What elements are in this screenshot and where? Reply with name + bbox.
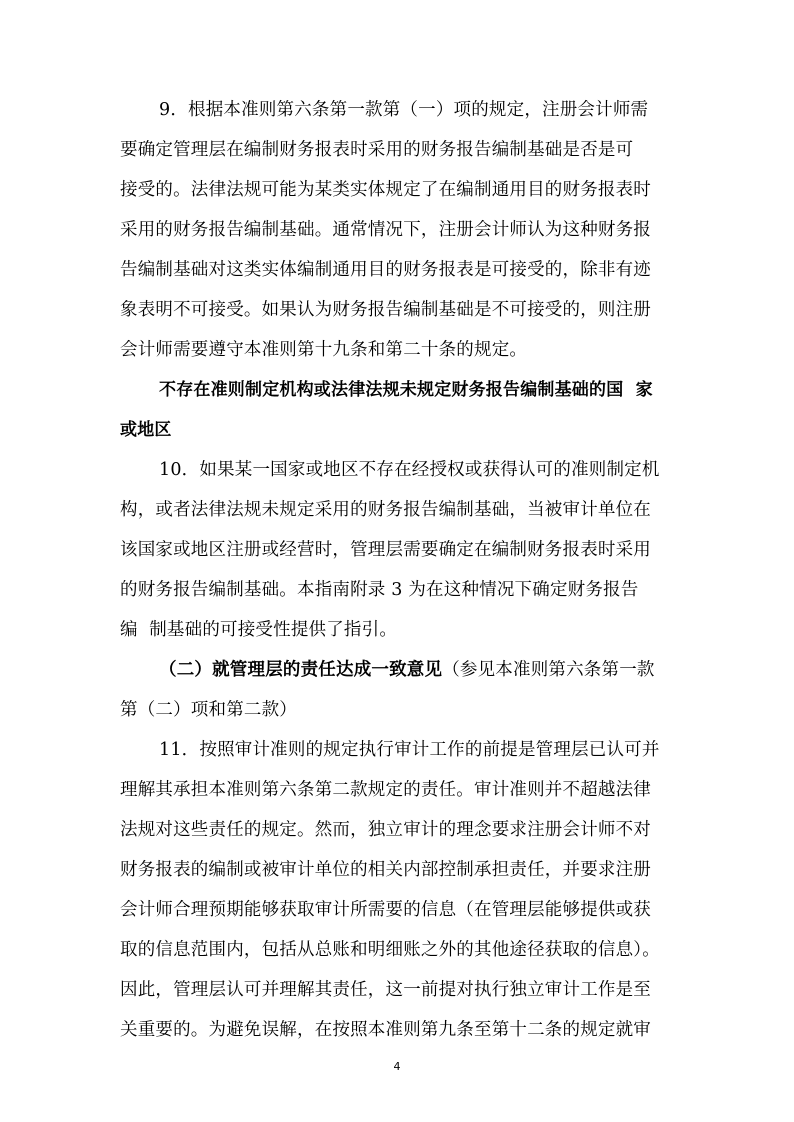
paragraph-11-line-1: 11．按照审计准则的规定执行审计工作的前提是管理层已认可并 <box>159 740 660 760</box>
paragraph-9-line-5: 告编制基础对这类实体编制通用目的财务报表是可接受的，除非有迹 <box>120 260 651 280</box>
section-heading-no-standard-setter-line-2: 或地区 <box>120 420 172 440</box>
section-heading-no-standard-setter-line-1: 不存在准则制定机构或法律法规未规定财务报告编制基础的国 家 <box>159 380 653 400</box>
paragraph-10-line-4: 的财务报告编制基础。本指南附录 3 为在这种情况下确定财务报告 <box>120 580 639 600</box>
paragraph-9-line-4: 采用的财务报告编制基础。通常情况下，注册会计师认为这种财务报 <box>120 220 651 240</box>
paragraph-10-line-3: 该国家或地区注册或经营时，管理层需要确定在编制财务报表时采用 <box>120 540 651 560</box>
paragraph-11-line-3: 法规对这些责任的规定。然而，独立审计的理念要求注册会计师不对 <box>120 820 651 840</box>
paragraph-10-line-2: 构，或者法律法规未规定采用的财务报告编制基础，当被审计单位在 <box>120 500 651 520</box>
paragraph-9-line-7: 会计师需要遵守本准则第十九条和第二十条的规定。 <box>120 340 528 360</box>
page-number: 4 <box>393 1060 401 1073</box>
paragraph-11-line-4: 财务报表的编制或被审计单位的相关内部控制承担责任，并要求注册 <box>120 860 651 880</box>
paragraph-9-line-6: 象表明不可接受。如果认为财务报告编制基础是不可接受的，则注册 <box>120 300 651 320</box>
paragraph-11-line-2: 理解其承担本准则第六条第二款规定的责任。审计准则并不超越法律 <box>120 780 651 800</box>
heading-2-normal-text: （参见本准则第六条第一款 <box>442 660 655 680</box>
paragraph-11-line-6: 取的信息范围内，包括从总账和明细账之外的其他途径获取的信息）。 <box>120 940 660 960</box>
paragraph-9-line-2: 要确定管理层在编制财务报表时采用的财务报告编制基础是否是可 <box>120 140 634 160</box>
paragraph-11-line-5: 会计师合理预期能够获取审计所需要的信息（在管理层能够提供或获 <box>120 900 651 920</box>
section-heading-management-responsibility <box>159 658 655 682</box>
paragraph-9-line-1: 9．根据本准则第六条第一款第（一）项的规定，注册会计师需 <box>159 100 649 120</box>
heading-2-bold-text: （二）就管理层的责任达成一致意见 <box>159 660 443 680</box>
paragraph-11-line-8: 关重要的。为避免误解，在按照本准则第九条至第十二条的规定就审 <box>120 1020 651 1040</box>
paragraph-10-line-5: 编 制基础的可接受性提供了指引。 <box>120 620 398 640</box>
section-heading-management-responsibility-line-2: 第（二）项和第二款） <box>120 700 297 720</box>
paragraph-11-line-7: 因此，管理层认可并理解其责任，这一前提对执行独立审计工作是至 <box>120 980 651 1000</box>
paragraph-10-line-1: 10．如果某一国家或地区不存在经授权或获得认可的准则制定机 <box>159 460 660 480</box>
paragraph-9-line-3: 接受的。法律法规可能为某类实体规定了在编制通用目的财务报表时 <box>120 180 651 200</box>
